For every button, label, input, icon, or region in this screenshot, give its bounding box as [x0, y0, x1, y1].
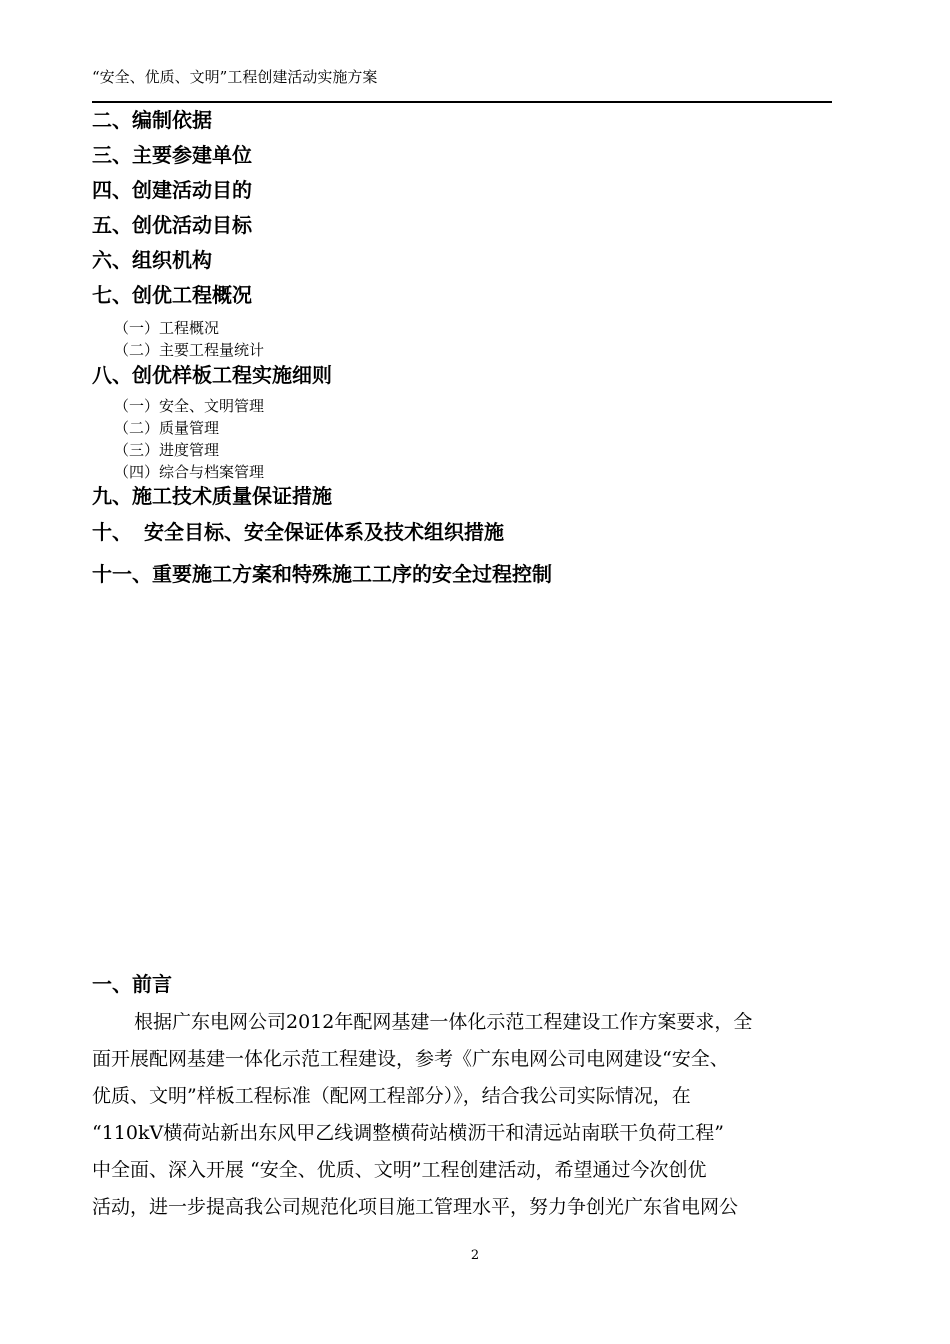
toc-item: 九、施工技术质量保证措施 [92, 484, 332, 508]
toc-subitem: （四）综合与档案管理 [114, 463, 265, 481]
paragraph-line: 优质、文明”样板工程标准（配网工程部分）》，结合我公司实际情况，在 [92, 1085, 691, 1107]
toc-item: 十、 安全目标、安全保证体系及技术组织措施 [92, 520, 505, 544]
body-paragraph [92, 1004, 862, 1226]
toc-item: 七、创优工程概况 [92, 283, 252, 307]
paragraph-line: “110kV横荷站新出东风甲乙线调整横荷站横沥干和清远站南联干负荷工程” [92, 1122, 724, 1144]
toc-item: 四、创建活动目的 [92, 178, 252, 202]
paragraph-line: 根据广东电网公司2012年配网基建一体化示范工程建设工作方案要求，全 [134, 1011, 753, 1033]
toc-subitem: （二）主要工程量统计 [114, 341, 265, 359]
running-header: “安全、优质、文明”工程创建活动实施方案 [92, 68, 378, 86]
toc-subitem: （二）质量管理 [114, 419, 220, 437]
toc-subitem: （三）进度管理 [114, 441, 220, 459]
page-number: 2 [470, 1248, 480, 1263]
header-divider [92, 101, 832, 103]
toc-item: 十一、重要施工方案和特殊施工工序的安全过程控制 [92, 562, 552, 586]
paragraph-line: 面开展配网基建一体化示范工程建设，参考《广东电网公司电网建设“安全、 [92, 1048, 729, 1070]
toc-subitem: （一）工程概况 [114, 319, 220, 337]
paragraph-line: 中全面、深入开展 “安全、优质、文明”工程创建活动，希望通过今次创优 [92, 1159, 707, 1181]
toc-item: 八、创优样板工程实施细则 [92, 363, 332, 387]
paragraph-line: 活动，进一步提高我公司规范化项目施工管理水平，努力争创光广东省电网公 [92, 1196, 739, 1218]
toc-item: 五、创优活动目标 [92, 213, 252, 237]
section-heading: 一、前言 [92, 972, 172, 996]
toc-subitem: （一）安全、文明管理 [114, 397, 265, 415]
toc-item: 六、组织机构 [92, 248, 212, 272]
toc-item: 三、主要参建单位 [92, 143, 252, 167]
toc-item: 二、编制依据 [92, 108, 212, 132]
